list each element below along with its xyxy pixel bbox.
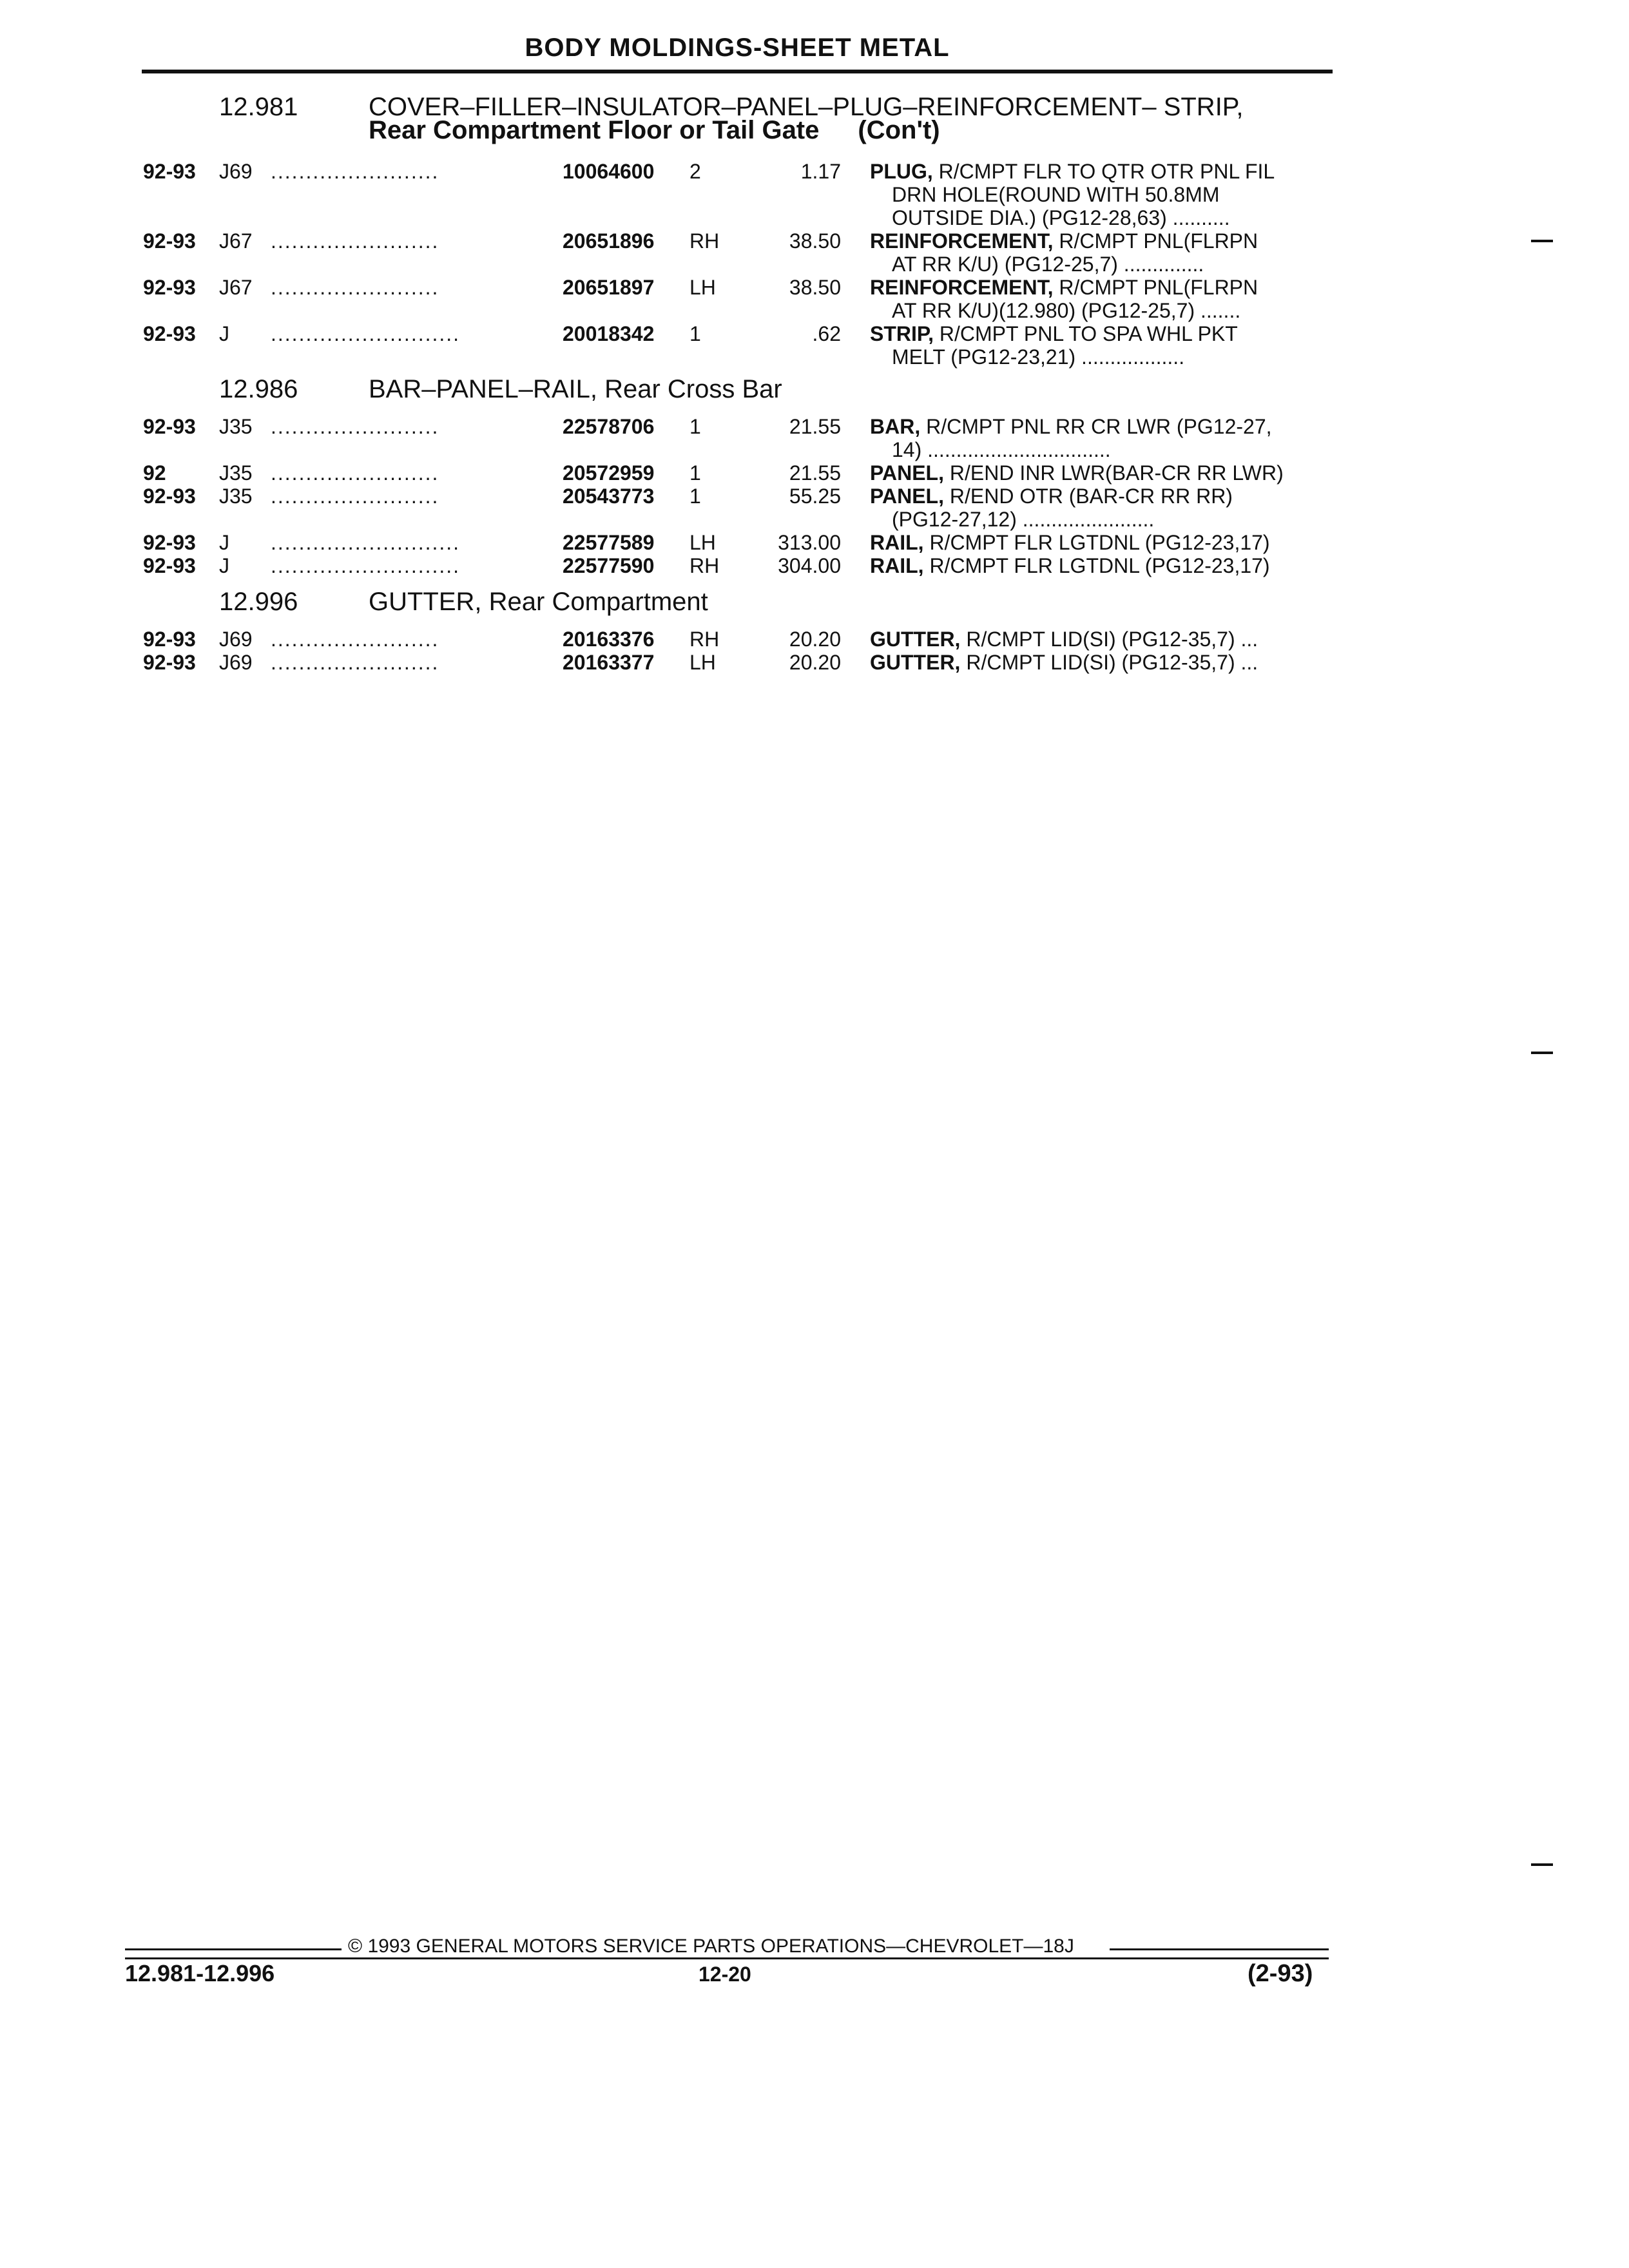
price-cell: 21.55 — [789, 415, 841, 438]
description-cell — [870, 554, 1270, 577]
model-cell: J35 — [219, 415, 253, 438]
description-cell — [870, 485, 1233, 508]
leader-dots: ........................ — [271, 160, 439, 183]
description-text: R/CMPT LID(SI) (PG12-35,7) ... — [960, 628, 1258, 651]
quantity-cell: 1 — [689, 461, 701, 485]
leader-dots: ........................ — [271, 461, 439, 485]
leader-dots: ........................ — [271, 485, 439, 508]
model-cell: J67 — [219, 229, 253, 253]
leader-dots: ........................ — [271, 276, 439, 299]
years-cell: 92-93 — [143, 554, 196, 577]
footer-page-number: 12-20 — [699, 1963, 751, 1986]
description-part-name: BAR, — [870, 415, 921, 438]
description-text: R/CMPT PNL RR CR LWR (PG12-27, — [920, 415, 1272, 438]
model-cell: J35 — [219, 461, 253, 485]
description-cell — [870, 628, 1258, 651]
part-number-cell: 20651897 — [563, 276, 655, 299]
leader-dots: ........................ — [271, 628, 439, 651]
description-continuation: 14) ................................ — [892, 438, 1111, 461]
description-cell — [870, 322, 1238, 345]
years-cell: 92-93 — [143, 628, 196, 651]
part-number-cell: 20163377 — [563, 651, 655, 674]
price-cell: 313.00 — [778, 531, 841, 554]
leader-dots: ........................... — [271, 531, 461, 554]
quantity-cell: 1 — [689, 415, 701, 438]
years-cell: 92-93 — [143, 485, 196, 508]
description-cell — [870, 229, 1258, 253]
model-cell: J35 — [219, 485, 253, 508]
price-cell: 38.50 — [789, 276, 841, 299]
model-cell: J — [219, 554, 229, 577]
leader-dots: ........................ — [271, 415, 439, 438]
description-continuation: AT RR K/U)(12.980) (PG12-25,7) ....... — [892, 299, 1241, 322]
section-subtitle — [369, 116, 940, 145]
footer-copyright: © 1993 GENERAL MOTORS SERVICE PARTS OPERATIONS—CHEVROLET—18J — [348, 1936, 1074, 1957]
footer-date: (2-93) — [1248, 1960, 1313, 1987]
quantity-cell: 2 — [689, 160, 701, 183]
description-continuation: (PG12-27,12) ....................... — [892, 508, 1155, 531]
description-cell — [870, 415, 1272, 438]
model-cell: J — [219, 322, 229, 345]
description-cell — [870, 461, 1284, 485]
price-cell: 20.20 — [789, 651, 841, 674]
quantity-cell: RH — [689, 628, 720, 651]
quantity-cell: 1 — [689, 322, 701, 345]
footer-rule-bottom — [125, 1957, 1329, 1959]
section-title: COVER–FILLER–INSULATOR–PANEL–PLUG–REINFORCEMENT– STRIP, — [369, 93, 1244, 121]
description-text: R/CMPT PNL TO SPA WHL PKT — [934, 322, 1238, 345]
model-cell: J67 — [219, 276, 253, 299]
description-part-name: STRIP, — [870, 322, 934, 345]
price-cell: 55.25 — [789, 485, 841, 508]
description-part-name: PANEL, — [870, 485, 944, 508]
section-number: 12.996 — [219, 588, 298, 616]
description-continuation: DRN HOLE(ROUND WITH 50.8MM — [892, 183, 1220, 206]
description-continuation: OUTSIDE DIA.) (PG12-28,63) .......... — [892, 206, 1230, 229]
description-cell — [870, 160, 1275, 183]
leader-dots: ........................ — [271, 229, 439, 253]
model-cell: J69 — [219, 628, 253, 651]
years-cell: 92-93 — [143, 322, 196, 345]
years-cell: 92-93 — [143, 531, 196, 554]
page-header-title: BODY MOLDINGS-SHEET METAL — [525, 34, 950, 62]
price-cell: 21.55 — [789, 461, 841, 485]
description-continuation: AT RR K/U) (PG12-25,7) .............. — [892, 253, 1204, 276]
model-cell: J — [219, 531, 229, 554]
price-cell: 20.20 — [789, 628, 841, 651]
part-number-cell: 20572959 — [563, 461, 655, 485]
part-number-cell: 20651896 — [563, 229, 655, 253]
years-cell: 92-93 — [143, 276, 196, 299]
description-cell — [870, 651, 1258, 674]
description-text: R/CMPT LID(SI) (PG12-35,7) ... — [960, 651, 1258, 674]
description-text: R/CMPT PNL(FLRPN — [1053, 276, 1258, 299]
part-number-cell: 20018342 — [563, 322, 655, 345]
years-cell: 92-93 — [143, 415, 196, 438]
footer-rule-left — [125, 1948, 342, 1950]
description-part-name: RAIL, — [870, 531, 924, 554]
margin-mark — [1531, 240, 1553, 242]
quantity-cell: RH — [689, 554, 720, 577]
price-cell: .62 — [812, 322, 841, 345]
section-title: GUTTER, Rear Compartment — [369, 588, 708, 616]
years-cell: 92 — [143, 461, 166, 485]
description-part-name: PLUG, — [870, 160, 933, 183]
section-subtitle-text: Rear Compartment Floor or Tail Gate — [369, 116, 820, 144]
part-number-cell: 10064600 — [563, 160, 655, 183]
continued-label: (Con't) — [858, 116, 940, 144]
price-cell: 304.00 — [778, 554, 841, 577]
years-cell: 92-93 — [143, 229, 196, 253]
header-rule — [142, 70, 1333, 73]
description-text: R/END INR LWR(BAR-CR RR LWR) — [943, 461, 1284, 485]
description-part-name: REINFORCEMENT, — [870, 276, 1054, 299]
description-part-name: GUTTER, — [870, 651, 961, 674]
part-number-cell: 22577590 — [563, 554, 655, 577]
description-continuation: MELT (PG12-23,21) .................. — [892, 345, 1185, 369]
description-part-name: GUTTER, — [870, 628, 961, 651]
model-cell: J69 — [219, 160, 253, 183]
footer-rule-right — [1110, 1948, 1329, 1950]
section-number: 12.986 — [219, 375, 298, 403]
part-number-cell: 22578706 — [563, 415, 655, 438]
description-cell — [870, 276, 1258, 299]
footer-section-range: 12.981-12.996 — [125, 1960, 275, 1986]
section-title: BAR–PANEL–RAIL, Rear Cross Bar — [369, 375, 782, 403]
price-cell: 38.50 — [789, 229, 841, 253]
description-text: R/CMPT FLR LGTDNL (PG12-23,17) — [923, 554, 1270, 577]
quantity-cell: LH — [689, 531, 716, 554]
description-text: R/CMPT FLR LGTDNL (PG12-23,17) — [923, 531, 1270, 554]
margin-mark — [1531, 1052, 1553, 1054]
description-text: R/END OTR (BAR-CR RR RR) — [943, 485, 1233, 508]
description-cell — [870, 531, 1270, 554]
margin-mark — [1531, 1863, 1553, 1866]
model-cell: J69 — [219, 651, 253, 674]
years-cell: 92-93 — [143, 651, 196, 674]
description-text: R/CMPT PNL(FLRPN — [1053, 229, 1258, 253]
part-number-cell: 22577589 — [563, 531, 655, 554]
section-number: 12.981 — [219, 93, 298, 121]
leader-dots: ........................... — [271, 322, 461, 345]
quantity-cell: LH — [689, 651, 716, 674]
quantity-cell: RH — [689, 229, 720, 253]
years-cell: 92-93 — [143, 160, 196, 183]
description-part-name: REINFORCEMENT, — [870, 229, 1054, 253]
quantity-cell: 1 — [689, 485, 701, 508]
description-part-name: PANEL, — [870, 461, 944, 485]
price-cell: 1.17 — [800, 160, 841, 183]
part-number-cell: 20543773 — [563, 485, 655, 508]
quantity-cell: LH — [689, 276, 716, 299]
leader-dots: ........................ — [271, 651, 439, 674]
leader-dots: ........................... — [271, 554, 461, 577]
description-text: R/CMPT FLR TO QTR OTR PNL FIL — [932, 160, 1275, 183]
part-number-cell: 20163376 — [563, 628, 655, 651]
description-part-name: RAIL, — [870, 554, 924, 577]
